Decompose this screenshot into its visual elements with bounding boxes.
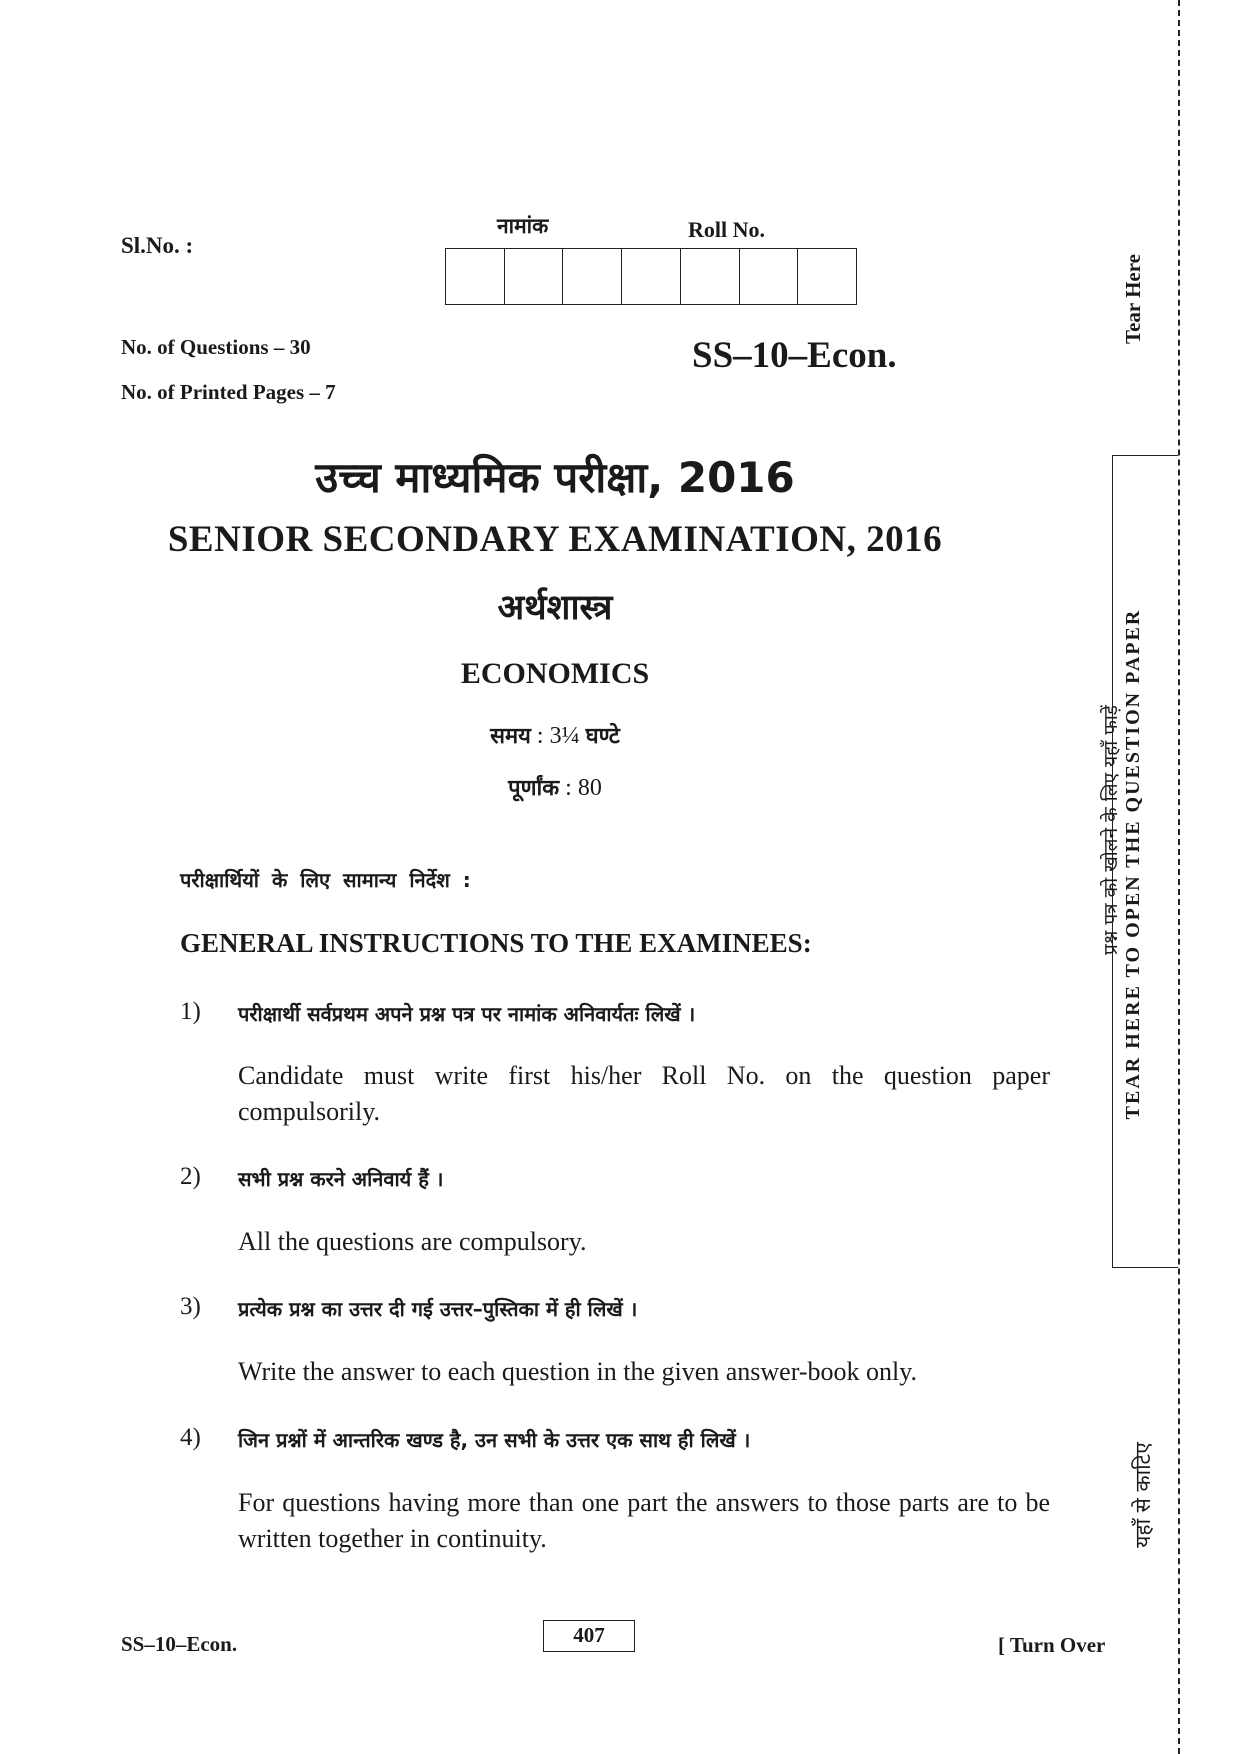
marks-label: पूर्णांक: [508, 776, 560, 801]
roll-label-hindi: नामांक: [497, 214, 549, 238]
instruction-english: All the questions are compulsory.: [238, 1227, 587, 1256]
roll-number-boxes: [445, 248, 857, 305]
instruction-number: 3): [180, 1293, 201, 1320]
instruction-hindi: जिन प्रश्नों में आन्तरिक खण्ड है, उन सभी के उत्तर एक साथ ही लिखें ।: [238, 1428, 751, 1452]
roll-digit-box[interactable]: [505, 249, 564, 304]
subject-english: ECONOMICS: [460, 657, 650, 690]
time-value: : 3¼: [536, 723, 580, 749]
tear-here-label: Tear Here: [1121, 254, 1145, 345]
tear-instruction-hindi: प्रश्न पत्र को खोलने के लिए यहाँ फाड़ें: [1100, 705, 1122, 955]
number-of-pages: No. of Printed Pages – 7: [121, 380, 336, 404]
exam-title-hindi: उच्च माध्यमिक परीक्षा, 2016: [315, 453, 795, 502]
subject-hindi: अर्थशास्त्र: [497, 588, 613, 628]
footer-page-code: 407: [543, 1620, 635, 1652]
paper-code: SS–10–Econ.: [692, 335, 897, 376]
time-allowed: [0, 720, 1110, 750]
tear-instruction-english: TEAR HERE TO OPEN THE QUESTION PAPER: [1122, 608, 1144, 1120]
instruction-hindi: सभी प्रश्न करने अनिवार्य हैं ।: [238, 1167, 444, 1191]
max-marks: [0, 772, 1110, 802]
roll-digit-box[interactable]: [446, 249, 505, 304]
roll-digit-box[interactable]: [740, 249, 799, 304]
instruction-number: 2): [180, 1163, 201, 1190]
marks-value: : 80: [565, 775, 602, 801]
roll-digit-box[interactable]: [622, 249, 681, 304]
instructions-heading-english: GENERAL INSTRUCTIONS TO THE EXAMINEES:: [180, 928, 812, 958]
instruction-english: For questions having more than one part the answers to those parts are to be written together in continuity.: [238, 1488, 1050, 1553]
time-label: समय: [490, 724, 531, 749]
instruction-english: Write the answer to each question in the given answer-book only.: [238, 1357, 918, 1386]
instruction-number: 4): [180, 1424, 201, 1451]
roll-digit-box[interactable]: [563, 249, 622, 304]
time-unit: घण्टे: [585, 724, 620, 749]
cut-here-hindi: यहाँ से काटिए: [1131, 1442, 1155, 1548]
exam-title-english: SENIOR SECONDARY EXAMINATION, 2016: [167, 519, 943, 560]
roll-label-english: Roll No.: [688, 217, 765, 242]
footer-paper-code: SS–10–Econ.: [121, 1632, 238, 1656]
serial-number-label: Sl.No. :: [121, 233, 194, 258]
instruction-number: 1): [180, 998, 201, 1025]
instruction-english: Candidate must write first his/her Roll No. on the question paper compulsorily.: [238, 1061, 1050, 1126]
turn-over-label: [ Turn Over: [998, 1633, 1106, 1657]
instructions-heading-hindi: परीक्षार्थियों के लिए सामान्य निर्देश :: [180, 868, 471, 892]
instruction-hindi: परीक्षार्थी सर्वप्रथम अपने प्रश्न पत्र पर नामांक अनिवार्यतः लिखें ।: [238, 1002, 696, 1026]
tear-dashed-line: [1178, 0, 1180, 1754]
roll-digit-box[interactable]: [681, 249, 740, 304]
roll-digit-box[interactable]: [798, 249, 856, 304]
number-of-questions: No. of Questions – 30: [121, 335, 311, 359]
instruction-hindi: प्रत्येक प्रश्न का उत्तर दी गई उत्तर–पुस्तिका में ही लिखें ।: [238, 1297, 638, 1321]
